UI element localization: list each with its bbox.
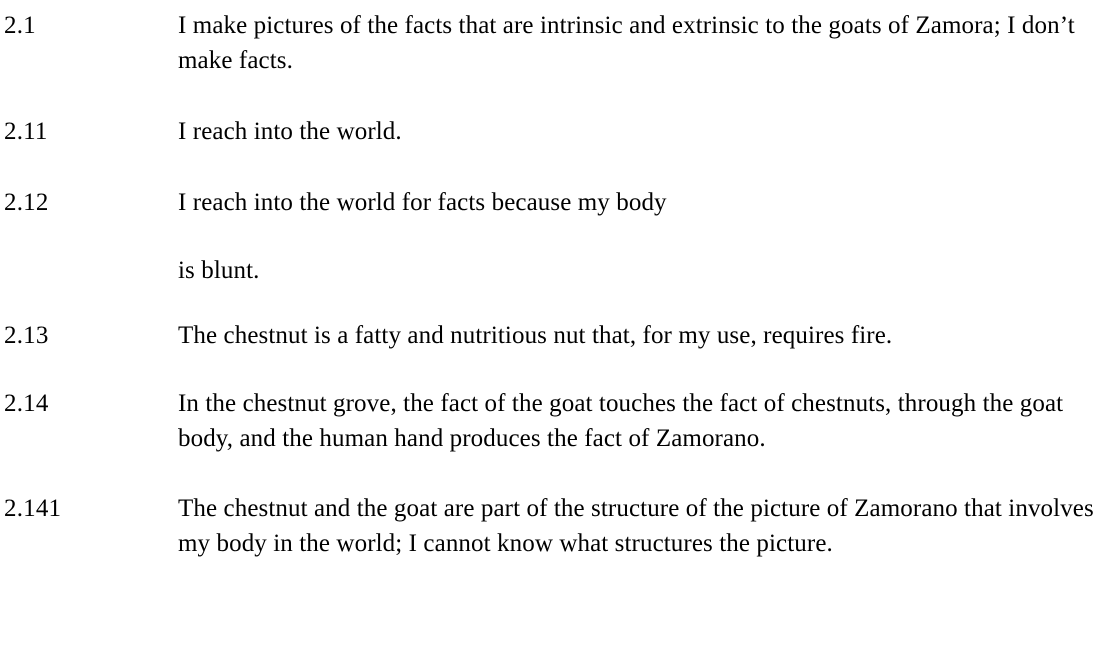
entry-paragraph: I make pictures of the facts that are intrinsic and extrinsic to the goats of Zamora; I don’t make facts. <box>178 12 1075 74</box>
numbered-entry <box>0 8 1100 78</box>
entry-body <box>178 386 1100 456</box>
entry-number: 2.11 <box>4 118 48 145</box>
entry-number: 2.14 <box>4 390 49 417</box>
entry-number: 2.141 <box>4 495 62 522</box>
numbered-entry <box>0 318 1100 353</box>
entry-paragraph: The chestnut is a fatty and nutritious nut that, for my use, requires fire. <box>178 322 893 349</box>
entry-body <box>178 318 1100 353</box>
entry-paragraph: I reach into the world for facts because my body <box>178 189 667 216</box>
entry-paragraph: In the chestnut grove, the fact of the goat touches the fact of chestnuts, through the goat body, and the human hand produces the fact of Zamorano. <box>178 390 1064 452</box>
document-page <box>0 8 1100 656</box>
numbered-entry <box>0 114 1100 149</box>
entry-paragraph: is blunt. <box>178 257 260 284</box>
entry-number: 2.1 <box>4 12 36 39</box>
entry-paragraph: The chestnut and the goat are part of the structure of the picture of Zamorano that involves my body in the world; I cannot know what structures the picture. <box>178 495 1094 557</box>
entry-body <box>178 8 1100 78</box>
numbered-entry <box>0 491 1100 561</box>
entry-paragraph: I reach into the world. <box>178 118 402 145</box>
entry-body <box>178 185 1100 288</box>
entry-body <box>178 491 1100 561</box>
numbered-entry <box>0 386 1100 456</box>
entry-number: 2.12 <box>4 189 49 216</box>
numbered-entry <box>0 185 1100 288</box>
entry-number: 2.13 <box>4 322 49 349</box>
entry-body <box>178 114 1100 149</box>
